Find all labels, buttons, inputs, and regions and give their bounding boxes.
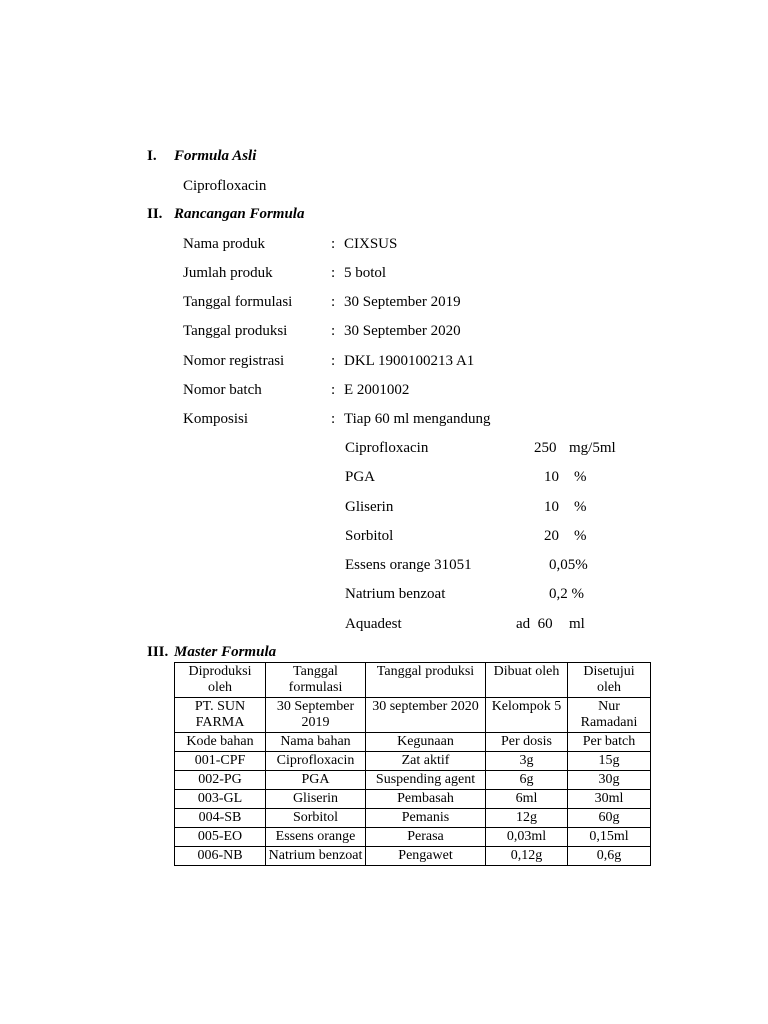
table-cell: 30ml bbox=[568, 790, 651, 809]
ingredient-amount: 250 bbox=[534, 440, 557, 456]
section-3-number: III. bbox=[147, 644, 169, 660]
table-cell: 3g bbox=[486, 752, 568, 771]
master-formula-table bbox=[174, 662, 651, 866]
ingredient-name: Sorbitol bbox=[345, 528, 394, 544]
original-formula-item: Ciprofloxacin bbox=[183, 178, 267, 194]
section-3-title: Master Formula bbox=[174, 644, 277, 660]
table-row bbox=[175, 847, 651, 866]
section-2-number: II. bbox=[147, 206, 163, 222]
table-row bbox=[175, 771, 651, 790]
field-value: DKL 1900100213 A1 bbox=[344, 353, 475, 369]
table-cell: 003-GL bbox=[175, 790, 266, 809]
table-cell: Natrium benzoat bbox=[266, 847, 366, 866]
table-row bbox=[175, 809, 651, 828]
table-cell: Essens orange bbox=[266, 828, 366, 847]
table-cell: 12g bbox=[486, 809, 568, 828]
table-cell: 001-CPF bbox=[175, 752, 266, 771]
ingredient-unit: % bbox=[574, 499, 587, 515]
table-cell: 15g bbox=[568, 752, 651, 771]
field-label: Tanggal produksi bbox=[183, 323, 288, 339]
ingredient-name: Natrium benzoat bbox=[345, 586, 446, 602]
field-label: Nomor batch bbox=[183, 382, 262, 398]
table-header-cell: Kode bahan bbox=[175, 733, 266, 752]
ingredient-name: PGA bbox=[345, 469, 376, 485]
section-1-number: I. bbox=[147, 148, 157, 164]
field-colon: : bbox=[331, 411, 336, 427]
table-cell: Suspending agent bbox=[366, 771, 486, 790]
field-colon: : bbox=[331, 323, 336, 339]
ingredient-amount: 10 bbox=[544, 499, 559, 515]
table-cell: Pembasah bbox=[366, 790, 486, 809]
ingredient-unit: % bbox=[574, 528, 587, 544]
field-value: CIXSUS bbox=[344, 236, 398, 252]
table-cell: 30g bbox=[568, 771, 651, 790]
field-label: Komposisi bbox=[183, 411, 249, 427]
ingredient-name: Aquadest bbox=[345, 616, 402, 632]
section-2-title: Rancangan Formula bbox=[174, 206, 305, 222]
table-cell: Nur Ramadani bbox=[568, 698, 651, 733]
table-cell: 002-PG bbox=[175, 771, 266, 790]
field-value: 30 September 2019 bbox=[344, 294, 461, 310]
ingredient-name: Gliserin bbox=[345, 499, 394, 515]
table-header-cell: Nama bahan bbox=[266, 733, 366, 752]
table-cell: 0,03ml bbox=[486, 828, 568, 847]
table-header-cell: Tanggal formulasi bbox=[266, 663, 366, 698]
ingredient-amount: 0,2 % bbox=[549, 586, 584, 602]
table-cell: Perasa bbox=[366, 828, 486, 847]
ingredient-unit: ml bbox=[569, 616, 585, 632]
table-header-cell: Diproduksi oleh bbox=[175, 663, 266, 698]
table-cell: Ciprofloxacin bbox=[266, 752, 366, 771]
table-cell: 004-SB bbox=[175, 809, 266, 828]
table-row bbox=[175, 752, 651, 771]
table-cell: Sorbitol bbox=[266, 809, 366, 828]
table-cell: 6g bbox=[486, 771, 568, 790]
table-cell: 0,6g bbox=[568, 847, 651, 866]
ingredient-name: Essens orange 31051 bbox=[345, 557, 472, 573]
field-colon: : bbox=[331, 236, 336, 252]
table-cell: 0,15ml bbox=[568, 828, 651, 847]
field-value: Tiap 60 ml mengandung bbox=[344, 411, 491, 427]
field-colon: : bbox=[331, 353, 336, 369]
table-cell: 006-NB bbox=[175, 847, 266, 866]
section-1-title: Formula Asli bbox=[174, 148, 257, 164]
table-cell: Pemanis bbox=[366, 809, 486, 828]
field-value: E 2001002 bbox=[344, 382, 410, 398]
ingredient-amount: 0,05% bbox=[549, 557, 588, 573]
table-cell: Gliserin bbox=[266, 790, 366, 809]
table-header-cell: Dibuat oleh bbox=[486, 663, 568, 698]
table-header-cell: Disetujui oleh bbox=[568, 663, 651, 698]
table-header-row bbox=[175, 663, 651, 698]
table-header-cell: Tanggal produksi bbox=[366, 663, 486, 698]
field-label: Tanggal formulasi bbox=[183, 294, 293, 310]
ingredient-amount: 10 bbox=[544, 469, 559, 485]
table-cell: PT. SUN FARMA bbox=[175, 698, 266, 733]
table-header-cell: Per dosis bbox=[486, 733, 568, 752]
ingredient-amount: 20 bbox=[544, 528, 559, 544]
field-label: Jumlah produk bbox=[183, 265, 273, 281]
ingredient-unit: % bbox=[574, 469, 587, 485]
table-cell: Kelompok 5 bbox=[486, 698, 568, 733]
table-row bbox=[175, 790, 651, 809]
table-cell: PGA bbox=[266, 771, 366, 790]
table-cell: 30 september 2020 bbox=[366, 698, 486, 733]
table-cell: 30 September 2019 bbox=[266, 698, 366, 733]
field-value: 5 botol bbox=[344, 265, 387, 281]
table-cell: 0,12g bbox=[486, 847, 568, 866]
field-colon: : bbox=[331, 382, 336, 398]
field-label: Nomor registrasi bbox=[183, 353, 285, 369]
table-cell: Pengawet bbox=[366, 847, 486, 866]
ingredient-amount: ad 60 bbox=[516, 616, 553, 632]
table-header-cell: Kegunaan bbox=[366, 733, 486, 752]
ingredient-name: Ciprofloxacin bbox=[345, 440, 429, 456]
field-value: 30 September 2020 bbox=[344, 323, 461, 339]
ingredient-unit: mg/5ml bbox=[569, 440, 616, 456]
table-cell: Zat aktif bbox=[366, 752, 486, 771]
table-row bbox=[175, 828, 651, 847]
field-label: Nama produk bbox=[183, 236, 266, 252]
table-info-row bbox=[175, 698, 651, 733]
table-subheader-row bbox=[175, 733, 651, 752]
table-cell: 005-EO bbox=[175, 828, 266, 847]
field-colon: : bbox=[331, 294, 336, 310]
table-cell: 6ml bbox=[486, 790, 568, 809]
table-cell: 60g bbox=[568, 809, 651, 828]
table-header-cell: Per batch bbox=[568, 733, 651, 752]
field-colon: : bbox=[331, 265, 336, 281]
